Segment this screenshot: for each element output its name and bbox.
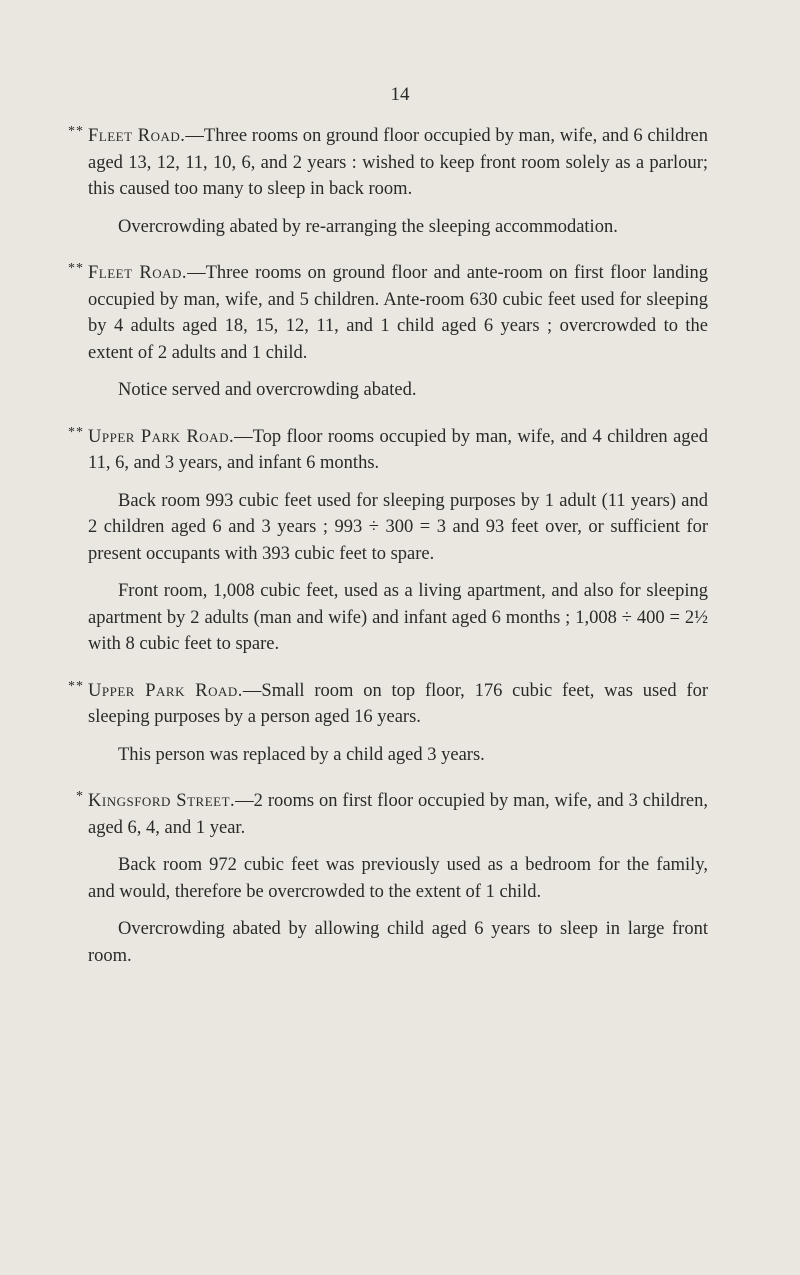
entry-paragraph: Front room, 1,008 cubic feet, used as a living apartment, and also for sleeping apartment by 2 adults (man and wife) and infant aged 6 months ; 1,008 ÷ 400 = 2½ with 8 cubic feet to spare. <box>88 581 708 654</box>
entry-heading: Upper Park Road. <box>88 426 235 447</box>
entry-lead-paragraph <box>68 123 709 203</box>
entry-lead-text: —Three rooms on ground floor and ante-room on first floor landing occupied by man, wife, and 5 children. Ante-room 630 cubic feet used for sleeping by 4 adults aged 18, 15, 12, 11, and 1 child aged 6 years ; overcrowded to the extent of 2 adults and 1 child. <box>88 263 708 363</box>
entry-paragraph: Overcrowding abated by re-arranging the sleeping accommodation. <box>118 216 618 237</box>
entry-lead-paragraph <box>68 678 709 731</box>
entry-lead-text: —2 rooms on first floor occupied by man, wife, and 3 children, aged 6, 4, and 1 year. <box>88 791 708 838</box>
entry-lead-text: —Three rooms on ground floor occupied by man, wife, and 6 children aged 13, 12, 11, 10, 6, and 2 years : wished to keep front room solely as a parlour; this caused too many to sleep in back room. <box>88 126 709 199</box>
entry-heading: Upper Park Road. <box>88 680 243 701</box>
entry-heading: Fleet Road. <box>88 126 186 146</box>
entry-marker: ** <box>68 261 84 276</box>
entry-paragraph: Overcrowding abated by allowing child aged 6 years to sleep in large front room. <box>88 919 708 966</box>
entry-lead-paragraph <box>68 424 709 477</box>
entry-fleet-road-1 <box>68 123 709 240</box>
entry-heading: Fleet Road. <box>88 263 188 283</box>
entry-marker: ** <box>68 678 84 694</box>
entry-heading: Kingsford Street. <box>88 791 236 811</box>
entry-marker: * <box>76 789 84 804</box>
entry-lead-text: —Small room on top floor, 176 cubic feet, was used for sleeping purposes by a person aged 16 years. <box>88 680 709 727</box>
entry-lead-text: —Top floor rooms occupied by man, wife, and 4 children aged 11, 6, and 3 years, and infant 6 months. <box>88 426 709 473</box>
entry-paragraph: Notice served and overcrowding abated. <box>118 380 417 400</box>
entry-upper-park-road-1 <box>68 424 709 658</box>
entry-lead-paragraph <box>76 788 708 841</box>
entry-paragraph: Back room 972 cubic feet was previously used as a bedroom for the family, and would, therefore be overcrowded to the extent of 1 child. <box>88 855 708 902</box>
entry-paragraph: This person was replaced by a child aged 3 years. <box>118 744 485 765</box>
entry-upper-park-road-2 <box>68 678 709 769</box>
document-body <box>68 123 709 989</box>
entry-lead-paragraph <box>68 260 708 366</box>
page-number: 14 <box>390 84 410 105</box>
entry-kingsford-street <box>76 788 708 969</box>
entry-paragraph: Back room 993 cubic feet used for sleeping purposes by 1 adult (11 years) and 2 children aged 6 and 3 years ; 993 ÷ 300 = 3 and 93 feet over, or sufficient for present occupants with 393 cubic feet to spare. <box>88 490 708 564</box>
entry-marker: ** <box>68 424 84 440</box>
entry-marker: ** <box>68 124 84 139</box>
entry-fleet-road-2 <box>68 260 708 404</box>
